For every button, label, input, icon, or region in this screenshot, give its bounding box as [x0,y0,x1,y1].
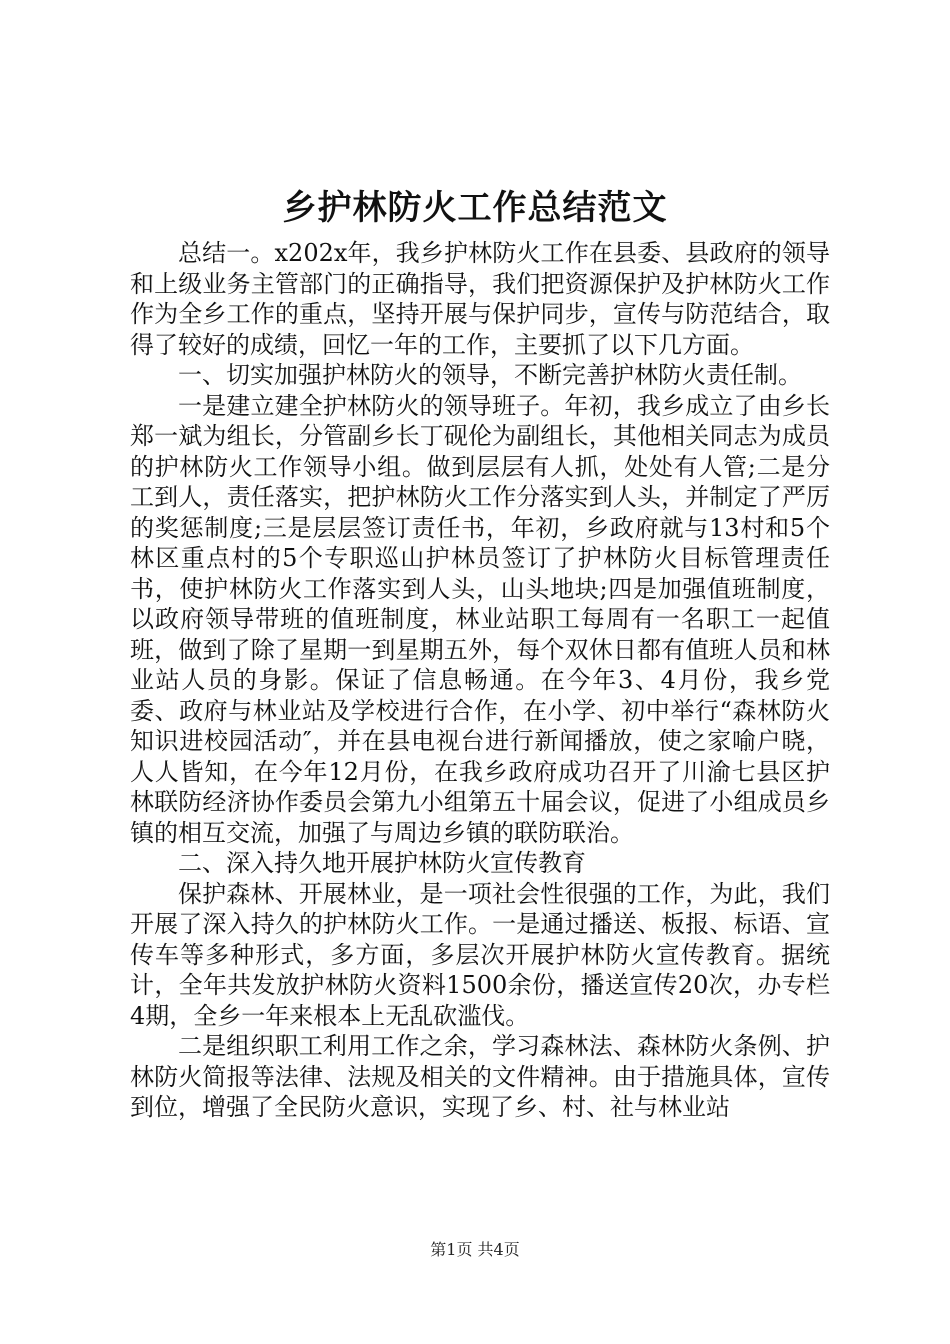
document-title: 乡护林防火工作总结范文 [282,188,668,228]
section-heading-2: 二、深入持久地开展护林防火宣传教育 [178,849,586,877]
paragraph-publicity: 保护森林、开展林业，是一项社会性很强的工作，为此，我们开展了深入持久的护林防火工作。一是通过播送、板报、标语、宣传车等多种形式，多方面，多层次开展护林防火宣传教育。据统计，全年共发放护林防火资料1500余份，播送宣传20次，办专栏4期，全乡一年来根本上无乱砍滥伐。 [130,879,830,1030]
paragraph-study: 二是组织职工利用工作之余，学习森林法、森林防火条例、护林防火简报等法律、法规及相关的文件精神。由于措施具体，宣传到位，增强了全民防火意识，实现了乡、村、社与林业站 [130,1032,830,1121]
paragraph-leadership: 一是建立建全护林防火的领导班子。年初，我乡成立了由乡长郑一斌为组长，分管副乡长丁砚伦为副组长，其他相关同志为成员的护林防火工作领导小组。做到层层有人抓，处处有人管;二是分工到人，责任落实，把护林防火工作分落实到人头，并制定了严厉的奖惩制度;三是层层签订责任书，年初，乡政府就与13村和5个林区重点村的5个专职巡山护林员签订了护林防火目标管理责任书，使护林防火工作落实到人头，山头地块;四是加强值班制度，以政府领导带班的值班制度，林业站职工每周有一名职工一起值班，做到了除了星期一到星期五外，每个双休日都有值班人员和林业站人员的身影。保证了信息畅通。在今年3、4月份，我乡党委、政府与林业站及学校进行合作，在小学、初中举行“森林防火知识进校园活动″，并在县电视台进行新闻播放，使之家喻户晓，人人皆知，在今年12月份，在我乡政府成功召开了川渝七县区护林联防经济协作委员会第九小组第五十届会议，促进了小组成员乡镇的相互交流，加强了与周边乡镇的联防联治。 [130,391,830,847]
page-number-footer: 第1页 共4页 [430,1240,520,1259]
document-body [130,238,830,1123]
paragraph-intro: 总结一。x202x年，我乡护林防火工作在县委、县政府的领导和上级业务主管部门的正确指导，我们把资源保护及护林防火工作作为全乡工作的重点，坚持开展与保护同步，宣传与防范结合，取得了较好的成绩，回忆一年的工作，主要抓了以下几方面。 [130,239,830,359]
section-heading-1: 一、切实加强护林防火的领导，不断完善护林防火责任制。 [178,361,802,389]
